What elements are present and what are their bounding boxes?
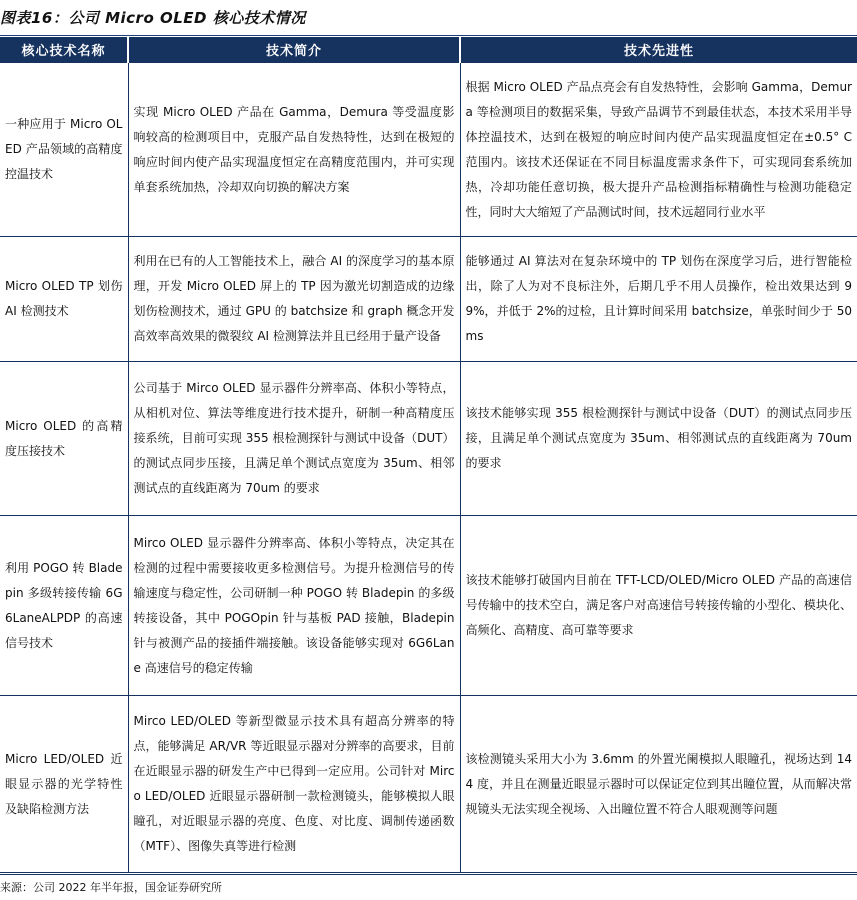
figure-title: 图表16：公司 Micro OLED 核心技术情况 bbox=[0, 9, 306, 27]
cell-technology-name: Micro LED/OLED 近眼显示器的光学特性及缺陷检测方法 bbox=[0, 696, 128, 873]
cell-technology-intro: Mirco LED/OLED 等新型微显示技术具有超高分辨率的特点，能够满足 AR/VR 等近眼显示器对分辨率的高要求，目前在近眼显示器的研发生产中已得到一定应用。公司针对 Mirco LED/OLED 近眼显示器研制一款检测镜头，能够模拟人眼瞳孔，对近眼显示器的亮度、色度、对比度、调制传递函数（MTF）、图像失真等进行检测 bbox=[128, 696, 460, 873]
title-divider bbox=[0, 35, 857, 36]
table-header-row bbox=[0, 37, 857, 63]
table-row bbox=[0, 696, 857, 873]
header-technology-advantage: 技术先进性 bbox=[460, 37, 857, 63]
source-divider bbox=[0, 874, 857, 875]
cell-technology-name: Micro OLED TP 划伤 AI 检测技术 bbox=[0, 237, 128, 362]
core-technology-table bbox=[0, 37, 857, 873]
table-row bbox=[0, 516, 857, 696]
table-row bbox=[0, 362, 857, 516]
cell-technology-advantage: 能够通过 AI 算法对在复杂环境中的 TP 划伤在深度学习后，进行智能检出，除了人为对不良标注外，后期几乎不用人员操作，检出效果达到 99%，并低于 2%的过检，且计算时间采用 batchsize，单张时间少于 50ms bbox=[460, 237, 857, 362]
cell-technology-intro: Mirco OLED 显示器件分辨率高、体积小等特点，决定其在检测的过程中需要接收更多检测信号。为提升检测信号的传输速度与稳定性，公司研制一种 POGO 转 Bladepin 的多级转接设备，其中 POGOpin 针与基板 PAD 接触，Bladepin 针与被测产品的接插件端接触。该设备能够实现对 6G6Lane 高速信号的稳定传输 bbox=[128, 516, 460, 696]
cell-technology-advantage: 该技术能够实现 355 根检测探针与测试中设备（DUT）的测试点同步压接，且满足单个测试点宽度为 35um、相邻测试点的直线距离为 70um 的要求 bbox=[460, 362, 857, 516]
cell-technology-name: 一种应用于 Micro OLED 产品领域的高精度控温技术 bbox=[0, 63, 128, 237]
cell-technology-intro: 利用在已有的人工智能技术上，融合 AI 的深度学习的基本原理，开发 Micro OLED 屏上的 TP 因为激光切割造成的边缘划伤检测技术，通过 GPU 的 batchsize 和 graph 概念开发高效率高效果的微裂纹 AI 检测算法并且已经用于量产设备 bbox=[128, 237, 460, 362]
cell-technology-intro: 实现 Micro OLED 产品在 Gamma，Demura 等受温度影响较高的检测项目中，克服产品自发热特性，达到在极短的响应时间内使产品实现温度恒定在高精度范围内，并可实现单套系统加热，冷却双向切换的解决方案 bbox=[128, 63, 460, 237]
table-row bbox=[0, 63, 857, 237]
cell-technology-name: 利用 POGO 转 Bladepin 多级转接传输 6G6LaneALPDP 的高速信号技术 bbox=[0, 516, 128, 696]
source-note: 来源：公司 2022 年半年报，国金证券研究所 bbox=[0, 881, 222, 894]
header-technology-intro: 技术简介 bbox=[128, 37, 460, 63]
cell-technology-advantage: 根据 Micro OLED 产品点亮会有自发热特性，会影响 Gamma，Demura 等检测项目的数据采集，导致产品调节不到最佳状态，本技术采用半导体控温技术，达到在极短的响应时间内使产品实现温度恒定在±0.5° C 范围内。该技术还保证在不同目标温度需求条件下，可实现同套系统加热，冷却功能任意切换，极大提升产品检测指标精确性与检测功能稳定性，同时大大缩短了产品测试时间，技术远超同行业水平 bbox=[460, 63, 857, 237]
cell-technology-intro: 公司基于 Mirco OLED 显示器件分辨率高、体积小等特点，从相机对位、算法等维度进行技术提升，研制一种高精度压接系统，目前可实现 355 根检测探针与测试中设备（DUT）的测试点同步压接，且满足单个测试点宽度为 35um、相邻测试点的直线距离为 70um 的要求 bbox=[128, 362, 460, 516]
table-row bbox=[0, 237, 857, 362]
header-technology-name: 核心技术名称 bbox=[0, 37, 128, 63]
cell-technology-advantage: 该检测镜头采用大小为 3.6mm 的外置光阑模拟人眼瞳孔，视场达到 144 度，并且在测量近眼显示器时可以保证定位到其出瞳位置，从而解决常规镜头无法实现全视场、入出瞳位置不符合人眼观测等问题 bbox=[460, 696, 857, 873]
cell-technology-advantage: 该技术能够打破国内目前在 TFT-LCD/OLED/Micro OLED 产品的高速信号传输中的技术空白，满足客户对高速信号转接传输的小型化、模块化、高频化、高精度、高可靠等要求 bbox=[460, 516, 857, 696]
cell-technology-name: Micro OLED 的高精度压接技术 bbox=[0, 362, 128, 516]
